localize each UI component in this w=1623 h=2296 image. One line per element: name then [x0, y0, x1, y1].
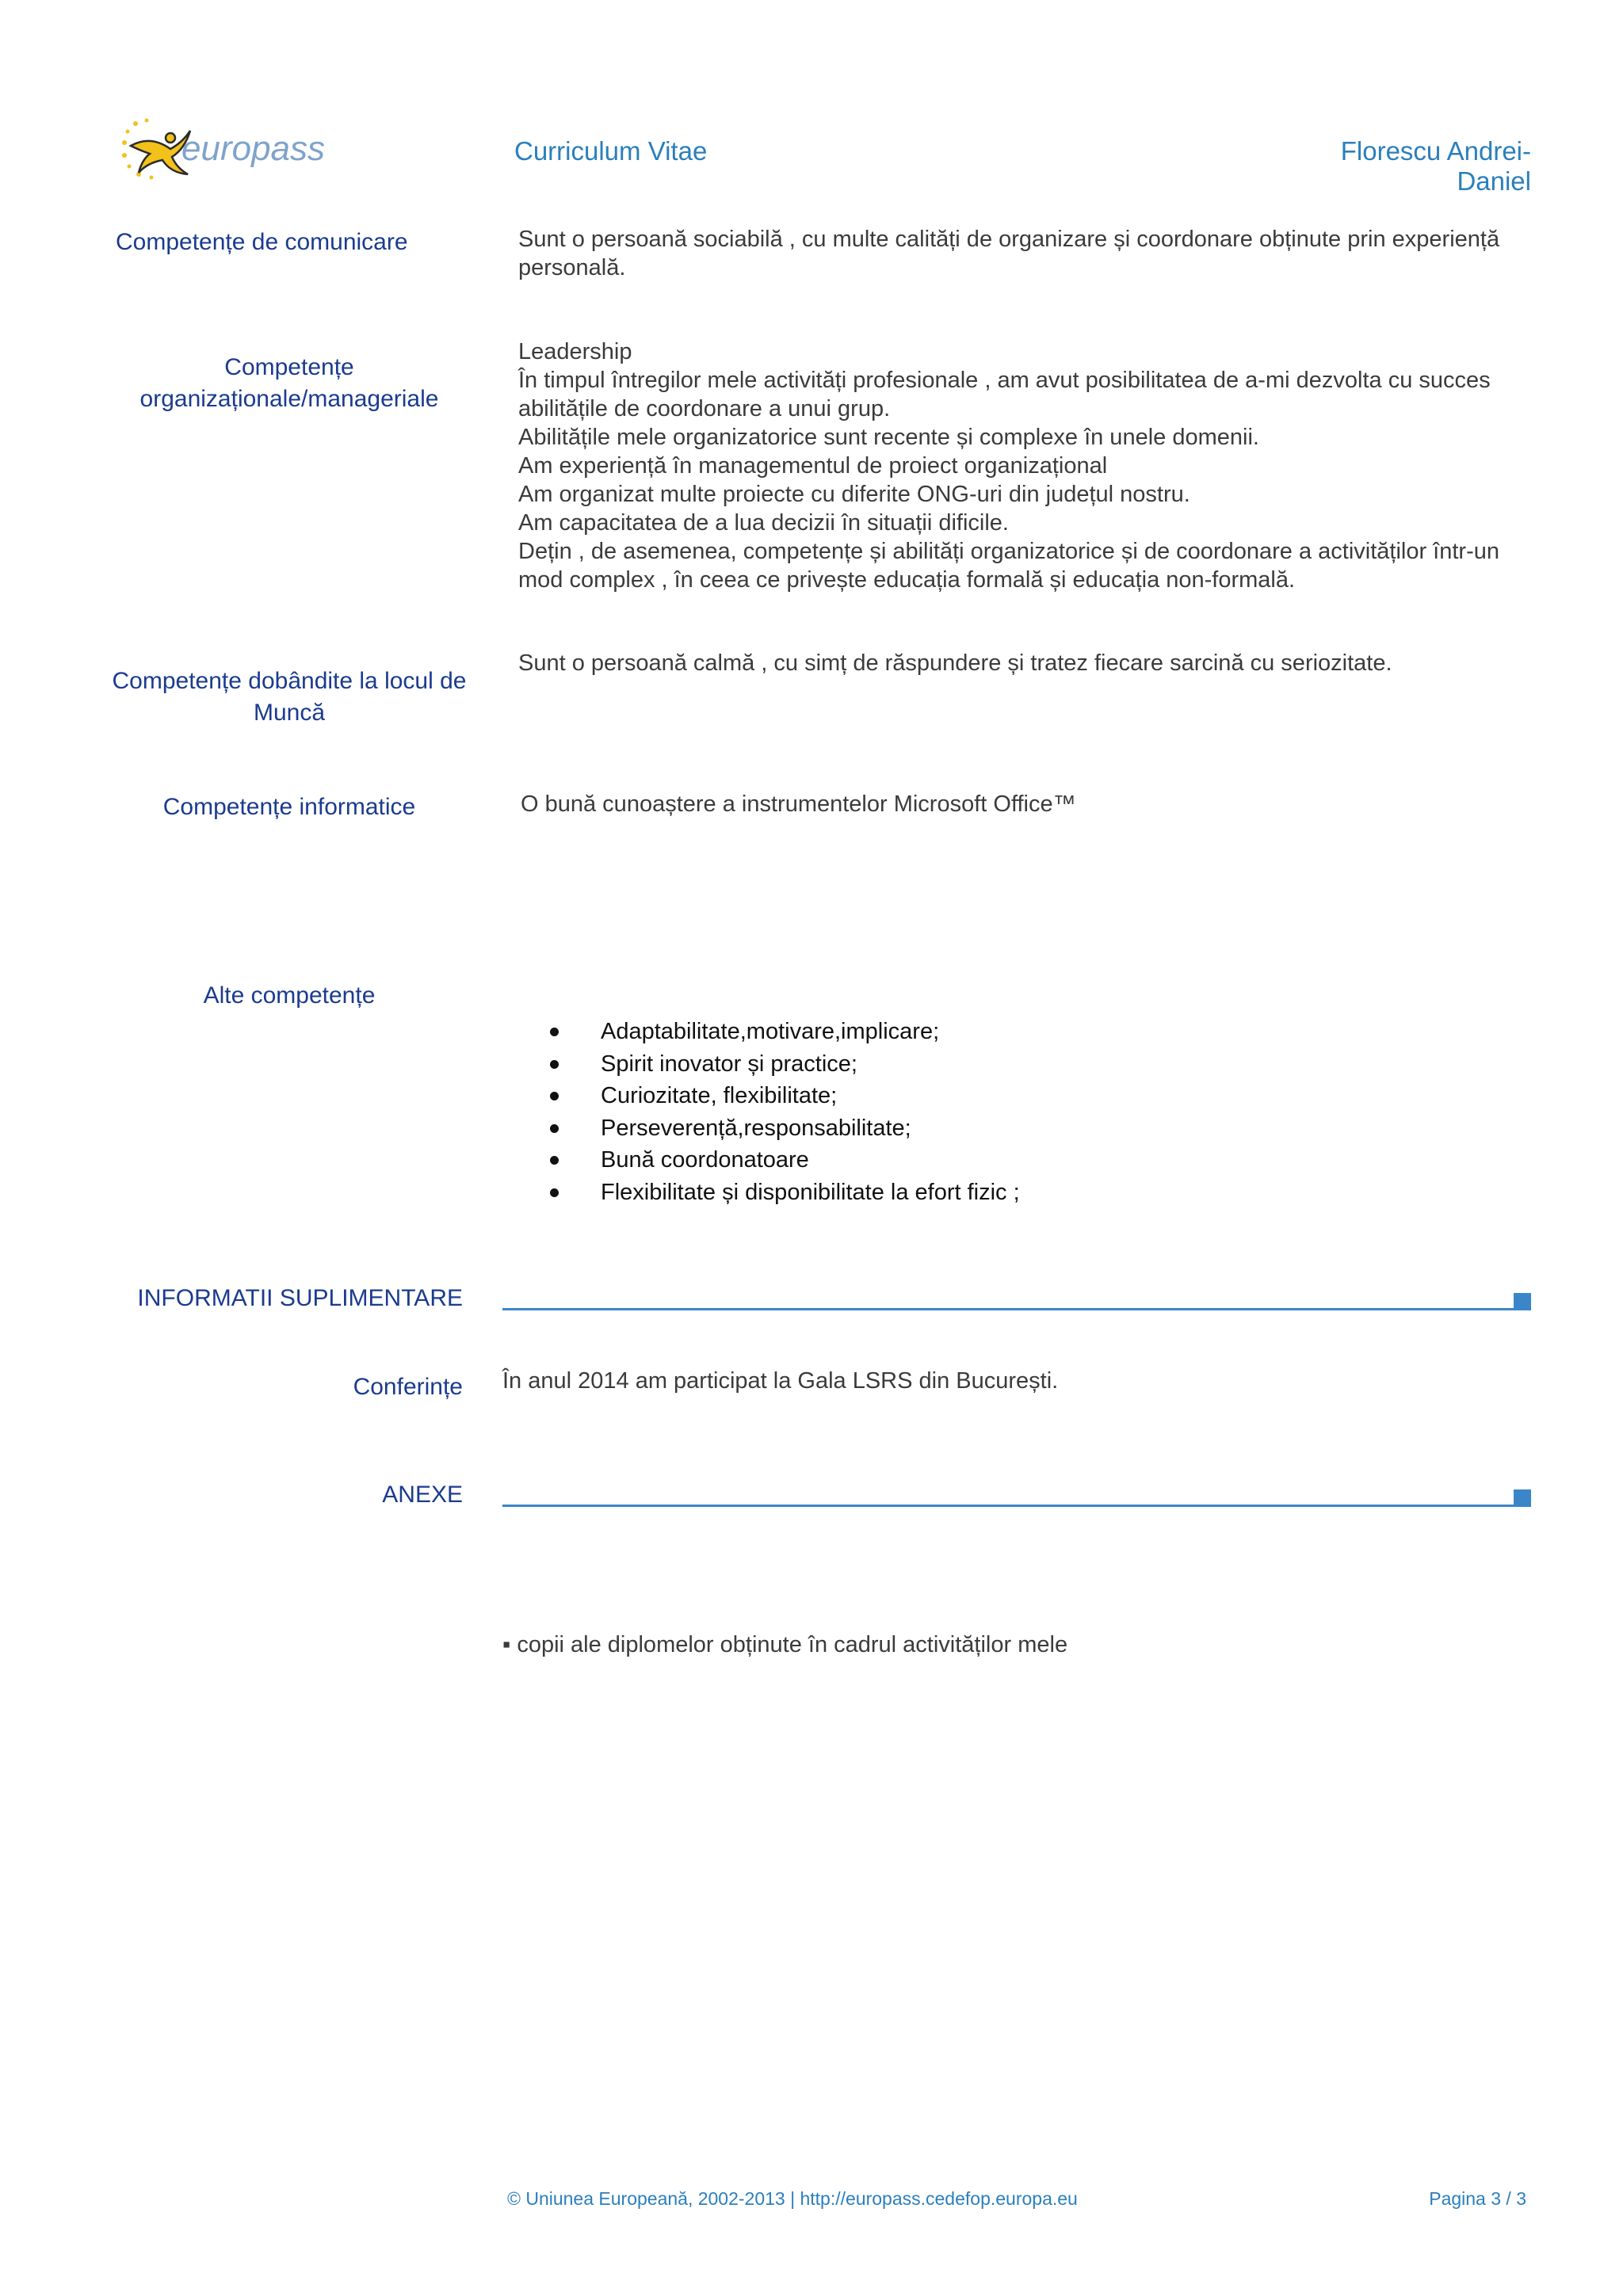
work-skills-label: Competențe dobândite la locul de Muncă [112, 668, 467, 726]
cv-title: Curriculum Vitae [514, 136, 708, 166]
communication-skills-label: Competențe de comunicare [116, 229, 408, 255]
list-item: Flexibilitate și disponibilitate la efort fizic ; [550, 1177, 1501, 1209]
section-divider [502, 1308, 1515, 1310]
organizational-line: Am capacitatea de a lua decizii în situații dificile. [518, 510, 1009, 536]
europass-logo-icon [115, 111, 345, 190]
organizational-skills-text [518, 338, 1517, 594]
europass-logo [115, 111, 345, 190]
organizational-skills-label: Competențe organizaționale/manageriale [139, 354, 439, 412]
list-item: Perseverență,responsabilitate; [550, 1112, 1501, 1145]
computer-skills-text: O bună cunoaștere a instrumentelor Microsoft Office™ [521, 791, 1076, 817]
conferences-label: Conferințe [353, 1374, 463, 1400]
organizational-line: Dețin , de asemenea, competențe și abilități organizatorice și de coordonare a activităților într-un mod complex , în ceea ce privește educația formală și educația non-formală. [518, 539, 1499, 593]
list-item: Curiozitate, flexibilitate; [550, 1080, 1501, 1112]
conferences-text: În anul 2014 am participat la Gala LSRS din București. [502, 1368, 1059, 1394]
list-item: Adaptabilitate,motivare,implicare; [550, 1016, 1501, 1048]
other-skills-list [550, 1016, 1501, 1208]
computer-skills-label: Competențe informatice [162, 794, 416, 820]
work-skills-text: Sunt o persoană calmă , cu simț de răspundere și tratez fiecare sarcină cu seriozitate. [518, 650, 1392, 676]
annex-item: ▪ copii ale diplomelor obținute în cadrul activităților mele [502, 1632, 1068, 1657]
organizational-line: Abilitățile mele organizatorice sunt recente și complexe în unele domenii. [518, 425, 1259, 450]
cv-owner-name: Florescu Andrei-Daniel [1340, 136, 1531, 196]
footer-page-number: Pagina 3 / 3 [1429, 2188, 1526, 2209]
section-marker [1514, 1293, 1531, 1310]
organizational-line: În timpul întregilor mele activități profesionale , am avut posibilitatea de a-mi dezvolta cu succes abilitățile de coordonare a unui grup. [518, 368, 1491, 421]
section-divider [502, 1505, 1515, 1507]
list-item: Spirit inovator și practice; [550, 1048, 1501, 1081]
list-item: Bună coordonatoare [550, 1144, 1501, 1177]
organizational-line: Leadership [518, 339, 632, 364]
section-marker [1514, 1489, 1531, 1507]
additional-info-heading: INFORMATII SUPLIMENTARE [137, 1285, 463, 1311]
annexes-heading: ANEXE [382, 1482, 463, 1508]
organizational-line: Am experiență în managementul de proiect organizațional [518, 453, 1108, 479]
other-skills-label: Alte competențe [203, 982, 376, 1009]
communication-skills-text: Sunt o persoană sociabilă , cu multe calități de organizare și coordonare obținute prin experiență personală. [518, 227, 1500, 280]
footer-copyright: © Uniunea Europeană, 2002-2013 | http://europass.cedefop.europa.eu [507, 2188, 1078, 2209]
organizational-line: Am organizat multe proiecte cu diferite ONG-uri din județul nostru. [518, 482, 1190, 507]
logo-text: europass [181, 129, 326, 168]
